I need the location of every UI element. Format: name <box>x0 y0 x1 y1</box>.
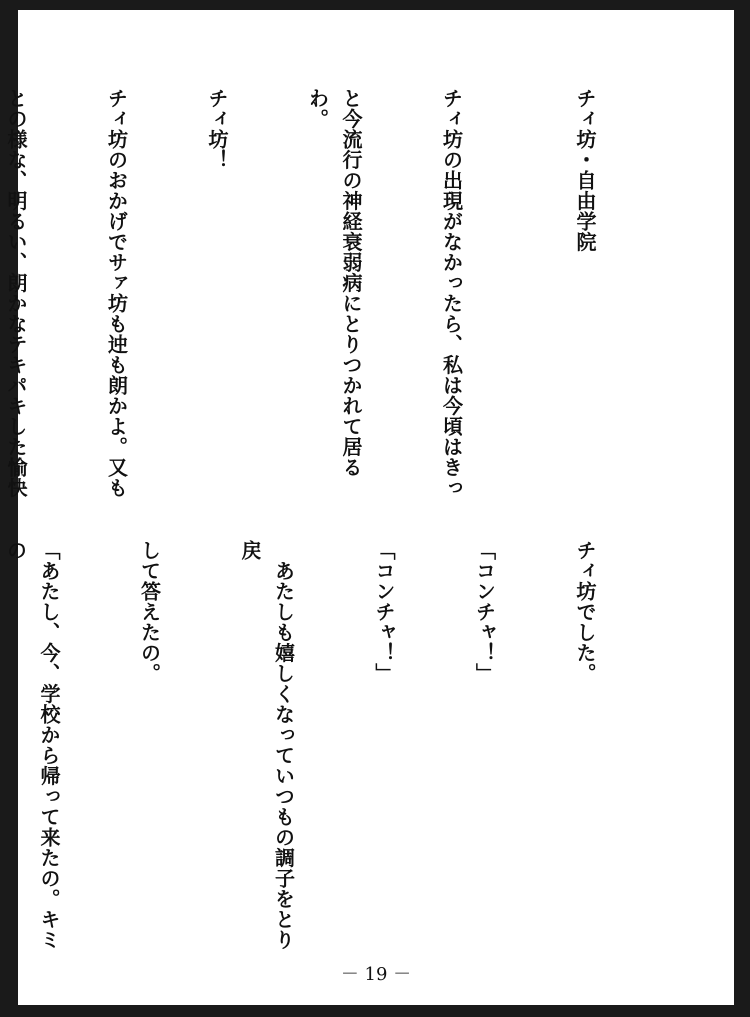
text-line: して答えたの。 <box>137 540 162 684</box>
text-line: と今流行の神経衰弱病にとりつかれて居るわ。 <box>305 88 363 478</box>
book-page <box>3 10 734 1005</box>
text-line: チィ坊！ <box>205 88 229 170</box>
text-line: 「コンチャ！」 <box>472 540 497 684</box>
text-line: チィ坊のおかげでサァ坊も迚も朗かよ。又も <box>104 88 129 498</box>
text-line: あたしも嬉しくなっていつもの調子をとり戻 <box>238 540 296 950</box>
text-line: との様な、明るい、朗かなテキパキした愉快 <box>4 88 28 498</box>
text-line: チィ坊でした。 <box>573 540 597 684</box>
upper-text-block <box>4 88 668 498</box>
text-line: チィ坊の出現がなかったら、私は今頃はきっ <box>439 88 464 498</box>
page-number: － 19 － <box>340 964 412 985</box>
lower-text-block <box>3 540 668 950</box>
text-line: 「コンチャ！」 <box>372 540 396 684</box>
chapter-title: チィ坊・自由学院 <box>573 88 597 252</box>
text-line: 「あたし、今、学校から帰って来たの。キミの <box>3 540 61 950</box>
